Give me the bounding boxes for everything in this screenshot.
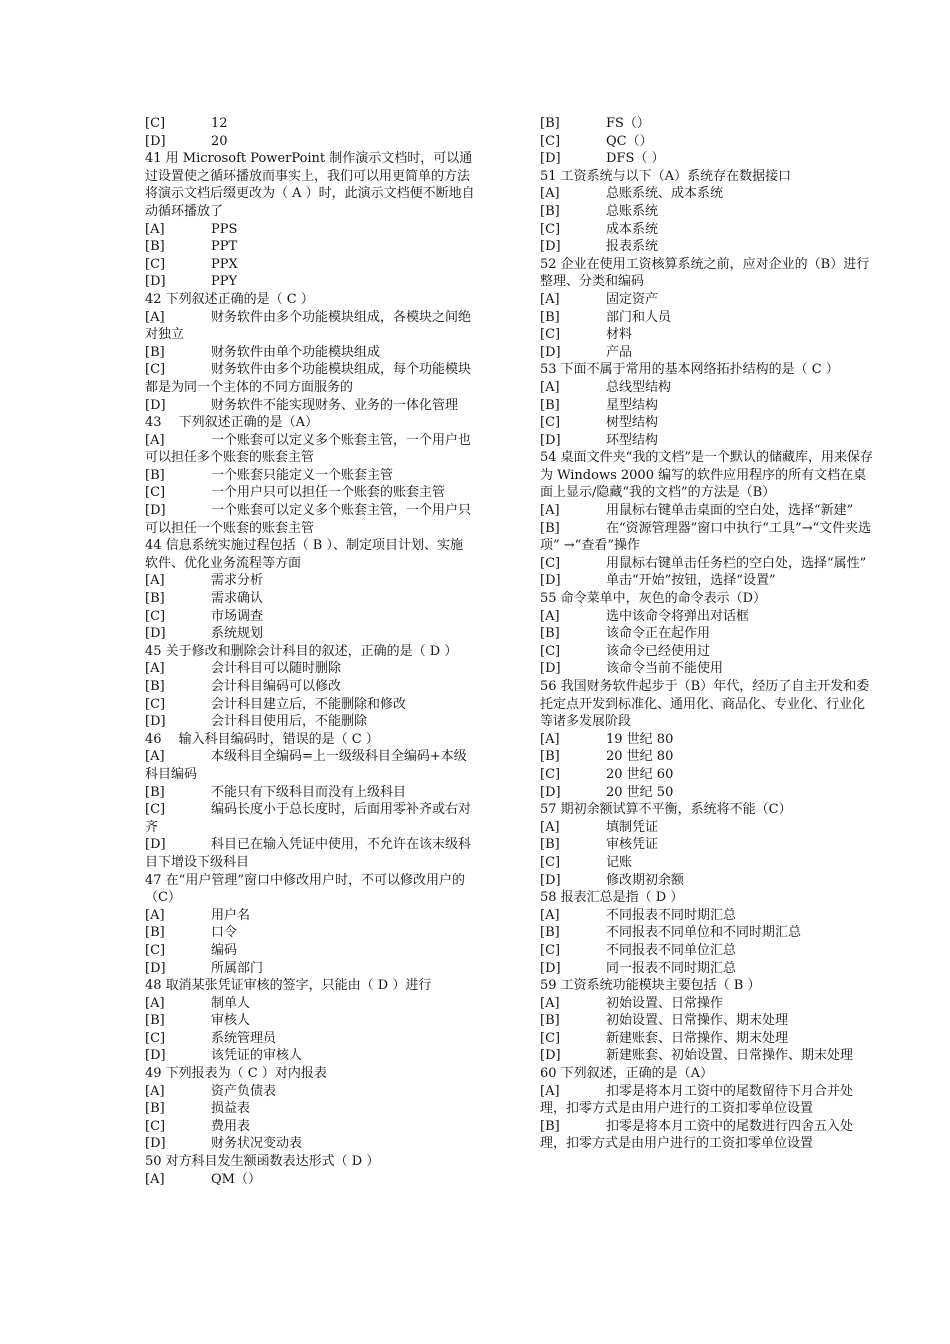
answer-option bbox=[540, 995, 875, 1013]
option-label: [B] bbox=[540, 626, 560, 642]
answer-option bbox=[145, 713, 475, 731]
option-label: [B] bbox=[540, 925, 560, 941]
answer-option bbox=[145, 678, 475, 696]
option-text: 市场调查 bbox=[211, 608, 264, 624]
answer-option bbox=[540, 203, 875, 221]
option-text: 编码长度小于总长度时，后面用零补齐或右对齐 bbox=[145, 802, 472, 835]
answer-option bbox=[145, 484, 475, 502]
option-label: [B] bbox=[540, 203, 560, 219]
option-label: [D] bbox=[145, 960, 166, 976]
answer-option bbox=[145, 361, 475, 396]
answer-option bbox=[145, 273, 475, 291]
question-text: 51 工资系统与以下（A）系统存在数据接口 bbox=[540, 168, 792, 184]
option-label: [D] bbox=[145, 626, 166, 642]
answer-option bbox=[540, 819, 875, 837]
option-label: [C] bbox=[540, 327, 561, 343]
option-text: 该命令已经使用过 bbox=[606, 643, 711, 659]
option-label: [B] bbox=[145, 679, 165, 694]
option-label: [A] bbox=[145, 749, 165, 765]
option-text: 树型结构 bbox=[606, 415, 659, 431]
question-text: 56 我国财务软件起步于（B）年代，经历了自主开发和委托定点开发到标准化、通用化、商品化、专业化、行业化等诸多发展阶段 bbox=[540, 679, 870, 730]
option-label: [A] bbox=[540, 819, 560, 835]
answer-option bbox=[540, 344, 875, 362]
option-text: 扣零是将本月工资中的尾数进行四舍五入处理，扣零方式是由用户进行的工资扣零单位设置 bbox=[540, 1118, 854, 1152]
option-label: [B] bbox=[145, 1101, 165, 1117]
option-text: 该命令正在起作用 bbox=[606, 626, 711, 642]
option-label: [C] bbox=[540, 133, 561, 149]
answer-option bbox=[145, 836, 475, 871]
option-label: [C] bbox=[145, 942, 166, 958]
option-label: [C] bbox=[540, 942, 561, 958]
option-label: [B] bbox=[540, 749, 560, 765]
option-label: [A] bbox=[540, 379, 560, 395]
answer-option bbox=[540, 379, 875, 397]
answer-option bbox=[540, 1047, 875, 1065]
option-label: [C] bbox=[145, 256, 166, 272]
answer-option bbox=[540, 608, 875, 626]
option-text: QM（） bbox=[211, 1171, 261, 1187]
answer-option bbox=[145, 1135, 475, 1153]
option-text: 初始设置、日常操作 bbox=[606, 995, 724, 1011]
option-text: 科目已在输入凭证中使用，不允许在该末级科目下增设下级科目 bbox=[145, 837, 472, 870]
option-text: 不能只有下级科目而没有上级科目 bbox=[211, 784, 407, 800]
option-text: 财务状况变动表 bbox=[211, 1136, 303, 1152]
option-label: [A] bbox=[540, 1083, 560, 1099]
option-label: [A] bbox=[540, 995, 560, 1011]
answer-option bbox=[145, 133, 475, 151]
option-label: [A] bbox=[145, 573, 165, 589]
option-text: 损益表 bbox=[211, 1101, 251, 1117]
option-label: [D] bbox=[145, 837, 166, 853]
option-label: [D] bbox=[540, 661, 561, 677]
answer-option bbox=[540, 766, 875, 784]
option-label: [D] bbox=[540, 239, 561, 255]
answer-option bbox=[540, 150, 875, 168]
right-column bbox=[540, 115, 875, 1153]
answer-option bbox=[540, 1118, 875, 1153]
option-text: 在“资源管理器”窗口中执行“工具”→“文件夹选项” →“查看”操作 bbox=[540, 520, 872, 554]
option-text: 需求确认 bbox=[211, 591, 264, 607]
option-label: [A] bbox=[145, 432, 165, 448]
option-text: PPY bbox=[211, 274, 238, 290]
answer-option bbox=[540, 221, 875, 239]
question-text: 52 企业在使用工资核算系统之前，应对企业的（B）进行整理、分类和编码 bbox=[540, 256, 870, 290]
answer-option bbox=[145, 256, 475, 274]
option-text: 用鼠标右键单击任务栏的空白处，选择“属性” bbox=[606, 555, 867, 571]
question-text: 45 关于修改和删除会计科目的叙述，正确的是（ D ） bbox=[145, 643, 458, 659]
option-text: FS（） bbox=[606, 116, 650, 131]
option-label: [C] bbox=[145, 362, 166, 378]
option-label: [C] bbox=[145, 1030, 166, 1046]
answer-option bbox=[540, 907, 875, 925]
question-text: 44 信息系统实施过程包括（ B ）、制定项目计划、实施软件、优化业务流程等方面 bbox=[145, 538, 463, 571]
answer-option bbox=[540, 660, 875, 678]
answer-option bbox=[540, 784, 875, 802]
question-text: 41 用 Microsoft PowerPoint 制作演示文档时，可以通过设置使之循环播放而事实上，我们可以用更简单的方法将演示文档后缀更改为（ A ）时，此演示文档便不断地自动循环播放了 bbox=[145, 151, 475, 219]
option-text: 扣零是将本月工资中的尾数留待下月合并处理，扣零方式是由用户进行的工资扣零单位设置 bbox=[540, 1083, 854, 1117]
answer-option bbox=[540, 1012, 875, 1030]
question-text: 59 工资系统功能模块主要包括（ B ） bbox=[540, 978, 761, 994]
option-label: [D] bbox=[145, 714, 166, 730]
answer-option bbox=[145, 309, 475, 344]
option-text: 会计科目编码可以修改 bbox=[211, 679, 342, 694]
option-text: 20 世纪 80 bbox=[606, 749, 674, 765]
answer-option bbox=[540, 326, 875, 344]
answer-option bbox=[145, 432, 475, 467]
answer-option bbox=[540, 555, 875, 573]
option-label: [A] bbox=[540, 907, 560, 923]
option-label: [C] bbox=[540, 221, 561, 237]
question-text: 50 对方科目发生额函数表达形式（ D ） bbox=[145, 1154, 380, 1170]
option-label: [C] bbox=[540, 766, 561, 782]
question-text: 55 命令菜单中，灰色的命令表示（D） bbox=[540, 591, 767, 607]
answer-option bbox=[540, 115, 875, 133]
answer-option bbox=[145, 590, 475, 608]
option-label: [C] bbox=[145, 802, 166, 818]
option-label: [A] bbox=[145, 661, 165, 677]
option-text: 审核人 bbox=[211, 1013, 251, 1029]
answer-option bbox=[540, 872, 875, 890]
answer-option bbox=[145, 942, 475, 960]
option-label: [D] bbox=[145, 1048, 166, 1064]
option-text: 固定资产 bbox=[606, 291, 659, 307]
answer-option bbox=[145, 1047, 475, 1065]
answer-option bbox=[145, 784, 475, 802]
answer-option bbox=[540, 625, 875, 643]
option-text: 制单人 bbox=[211, 995, 251, 1011]
answer-option bbox=[145, 1171, 475, 1189]
option-text: 20 世纪 50 bbox=[606, 784, 674, 800]
option-label: [B] bbox=[145, 467, 165, 483]
option-text: 材料 bbox=[606, 327, 633, 343]
option-label: [A] bbox=[145, 309, 165, 325]
option-text: 财务软件由多个功能模块组成，每个功能模块都是为同一个主体的不同方面服务的 bbox=[145, 362, 472, 395]
option-label: [C] bbox=[145, 1118, 166, 1134]
option-label: [C] bbox=[540, 643, 561, 659]
option-label: [B] bbox=[540, 837, 560, 853]
option-label: [D] bbox=[145, 503, 166, 519]
option-text: 用鼠标右键单击桌面的空白处，选择“新建” bbox=[606, 503, 854, 519]
question-text: 48 取消某张凭证审核的签字，只能由（ D ）进行 bbox=[145, 978, 432, 994]
option-text: 需求分析 bbox=[211, 573, 264, 589]
option-text: 一个账套只能定义一个账套主管 bbox=[211, 467, 394, 483]
option-label: [C] bbox=[145, 116, 166, 131]
answer-option bbox=[145, 608, 475, 626]
option-text: 总账系统 bbox=[606, 203, 659, 219]
option-label: [A] bbox=[145, 1083, 165, 1099]
answer-option bbox=[540, 960, 875, 978]
answer-option bbox=[540, 924, 875, 942]
answer-option bbox=[145, 502, 475, 537]
answer-option bbox=[145, 1083, 475, 1101]
answer-option bbox=[145, 1100, 475, 1118]
answer-option bbox=[540, 397, 875, 415]
answer-option bbox=[145, 221, 475, 239]
option-text: 会计科目使用后，不能删除 bbox=[211, 714, 368, 730]
option-label: [A] bbox=[540, 608, 560, 624]
option-text: 星型结构 bbox=[606, 397, 659, 413]
answer-option bbox=[145, 1118, 475, 1136]
option-text: 选中该命令将弹出对话框 bbox=[606, 608, 750, 624]
option-text: 该命令当前不能使用 bbox=[606, 661, 724, 677]
option-text: 环型结构 bbox=[606, 432, 659, 448]
option-text: PPT bbox=[211, 239, 238, 255]
answer-option bbox=[145, 924, 475, 942]
option-label: [D] bbox=[540, 1048, 561, 1064]
option-text: 财务软件由单个功能模块组成 bbox=[211, 344, 381, 360]
option-label: [D] bbox=[145, 397, 166, 413]
option-text: 修改期初余额 bbox=[606, 872, 685, 888]
question-text: 54 桌面文件夹“我的文档”是一个默认的储藏库，用来保存为 Windows 2000 编写的软件应用程序的所有文档在桌面上显示/隐藏“我的文档”的方法是（B） bbox=[540, 450, 873, 501]
option-label: [A] bbox=[145, 221, 165, 237]
answer-option bbox=[540, 836, 875, 854]
question-text: 43 下列叙述正确的是（A） bbox=[145, 415, 319, 431]
answer-option bbox=[540, 133, 875, 151]
option-text: 会计科目可以随时删除 bbox=[211, 661, 342, 677]
option-label: [C] bbox=[540, 1030, 561, 1046]
question-text: 42 下列叙述正确的是（ C ） bbox=[145, 291, 314, 307]
option-label: [A] bbox=[145, 907, 165, 923]
option-label: [C] bbox=[145, 485, 166, 501]
option-text: 系统规划 bbox=[211, 626, 264, 642]
answer-option bbox=[145, 625, 475, 643]
option-text: 本级科目全编码=上一级级科目全编码+本级科目编码 bbox=[145, 749, 467, 782]
option-label: [A] bbox=[540, 291, 560, 307]
answer-option bbox=[540, 502, 875, 520]
question-text: 57 期初余额试算不平衡，系统将不能（C） bbox=[540, 802, 792, 818]
question-text: 53 下面不属于常用的基本网络拓扑结构的是（ C ） bbox=[540, 362, 839, 378]
option-label: [B] bbox=[145, 591, 165, 607]
answer-option bbox=[540, 1083, 875, 1118]
option-label: [A] bbox=[145, 995, 165, 1011]
option-text: 产品 bbox=[606, 344, 633, 360]
answer-option bbox=[540, 748, 875, 766]
option-label: [D] bbox=[540, 573, 561, 589]
option-text: 一个账套可以定义多个账套主管，一个用户也可以担任多个账套的账套主管 bbox=[145, 432, 472, 466]
answer-option bbox=[145, 115, 475, 133]
option-text: 财务软件由多个功能模块组成，各模块之间绝对独立 bbox=[145, 309, 472, 343]
option-text: DFS（ ） bbox=[606, 151, 665, 167]
option-text: 财务软件不能实现财务、业务的一体化管理 bbox=[211, 397, 459, 413]
option-label: [D] bbox=[145, 274, 166, 290]
answer-option bbox=[145, 748, 475, 783]
option-text: 初始设置、日常操作、期末处理 bbox=[606, 1013, 789, 1029]
question-text: 60 下列叙述，正确的是（A） bbox=[540, 1066, 714, 1082]
option-text: 不同报表不同时期汇总 bbox=[606, 907, 737, 923]
option-label: [D] bbox=[540, 872, 561, 888]
option-text: 总账系统、成本系统 bbox=[606, 186, 724, 202]
option-text: PPS bbox=[211, 221, 238, 237]
option-label: [C] bbox=[145, 608, 166, 624]
option-label: [C] bbox=[540, 415, 561, 431]
option-text: 总线型结构 bbox=[606, 379, 672, 395]
answer-option bbox=[145, 344, 475, 362]
option-label: [B] bbox=[540, 520, 560, 536]
option-text: 19 世纪 80 bbox=[606, 731, 674, 747]
option-text: 一个用户只可以担任一个账套的账套主管 bbox=[211, 485, 446, 501]
answer-option bbox=[540, 291, 875, 309]
option-label: [B] bbox=[540, 116, 560, 131]
answer-option bbox=[540, 572, 875, 590]
option-text: 新建账套、初始设置、日常操作、期末处理 bbox=[606, 1048, 854, 1064]
answer-option bbox=[145, 397, 475, 415]
option-label: [D] bbox=[540, 960, 561, 976]
question-text: 46 输入科目编码时，错误的是（ C ） bbox=[145, 731, 379, 747]
option-text: 一个账套可以定义多个账套主管，一个用户只可以担任一个账套的账套主管 bbox=[145, 503, 472, 536]
option-label: [B] bbox=[145, 925, 165, 941]
answer-option bbox=[540, 238, 875, 256]
option-text: 12 bbox=[211, 116, 228, 131]
answer-option bbox=[540, 731, 875, 749]
option-text: 所属部门 bbox=[211, 960, 264, 976]
option-label: [B] bbox=[540, 397, 560, 413]
option-label: [B] bbox=[145, 1013, 165, 1029]
answer-option bbox=[540, 1030, 875, 1048]
option-text: 不同报表不同单位和不同时期汇总 bbox=[606, 925, 802, 941]
option-text: 系统管理员 bbox=[211, 1030, 277, 1046]
option-text: 成本系统 bbox=[606, 221, 659, 237]
option-text: QC（） bbox=[606, 133, 653, 149]
option-label: [B] bbox=[145, 344, 165, 360]
option-text: 部门和人员 bbox=[606, 309, 672, 325]
answer-option bbox=[145, 801, 475, 836]
option-label: [B] bbox=[540, 1118, 560, 1134]
option-label: [B] bbox=[540, 1013, 560, 1029]
option-label: [D] bbox=[540, 151, 561, 167]
option-text: 填制凭证 bbox=[606, 819, 659, 835]
option-text: 费用表 bbox=[211, 1118, 251, 1134]
option-label: [C] bbox=[145, 696, 166, 712]
option-label: [B] bbox=[145, 784, 165, 800]
answer-option bbox=[540, 432, 875, 450]
answer-option bbox=[145, 960, 475, 978]
option-label: [B] bbox=[540, 309, 560, 325]
answer-option bbox=[540, 185, 875, 203]
answer-option bbox=[145, 660, 475, 678]
option-label: [D] bbox=[540, 432, 561, 448]
option-text: PPX bbox=[211, 256, 238, 272]
answer-option bbox=[145, 1030, 475, 1048]
answer-option bbox=[145, 238, 475, 256]
option-label: [D] bbox=[145, 1136, 166, 1152]
option-text: 单击“开始”按钮，选择“设置” bbox=[606, 573, 776, 589]
option-label: [A] bbox=[540, 503, 560, 519]
question-text: 47 在“用户管理”窗口中修改用户时，不可以修改用户的（C） bbox=[145, 872, 465, 906]
option-label: [D] bbox=[145, 133, 166, 149]
option-text: 资产负债表 bbox=[211, 1083, 277, 1099]
option-text: 记账 bbox=[606, 854, 633, 870]
answer-option bbox=[540, 942, 875, 960]
answer-option bbox=[540, 643, 875, 661]
option-label: [C] bbox=[540, 555, 561, 571]
option-text: 编码 bbox=[211, 942, 238, 958]
answer-option bbox=[540, 854, 875, 872]
question-text: 58 报表汇总是指（ D ） bbox=[540, 890, 684, 906]
option-text: 审核凭证 bbox=[606, 837, 659, 853]
option-label: [A] bbox=[145, 1171, 165, 1187]
option-label: [A] bbox=[540, 186, 560, 202]
answer-option bbox=[540, 520, 875, 555]
option-text: 同一报表不同时期汇总 bbox=[606, 960, 737, 976]
option-label: [D] bbox=[540, 784, 561, 800]
option-text: 不同报表不同单位汇总 bbox=[606, 942, 737, 958]
answer-option bbox=[145, 907, 475, 925]
option-label: [D] bbox=[540, 344, 561, 360]
option-text: 20 世纪 60 bbox=[606, 766, 674, 782]
option-text: 新建账套、日常操作、期末处理 bbox=[606, 1030, 789, 1046]
answer-option bbox=[145, 467, 475, 485]
option-text: 报表系统 bbox=[606, 239, 659, 255]
question-text: 49 下列报表为（ C ）对内报表 bbox=[145, 1066, 327, 1082]
answer-option bbox=[145, 572, 475, 590]
answer-option bbox=[540, 309, 875, 327]
option-label: [B] bbox=[145, 239, 165, 255]
option-text: 用户名 bbox=[211, 907, 251, 923]
option-label: [A] bbox=[540, 731, 560, 747]
option-text: 会计科目建立后，不能删除和修改 bbox=[211, 696, 407, 712]
option-label: [C] bbox=[540, 854, 561, 870]
option-text: 20 bbox=[211, 133, 228, 149]
answer-option bbox=[540, 414, 875, 432]
left-column bbox=[145, 115, 475, 1188]
option-text: 该凭证的审核人 bbox=[211, 1048, 303, 1064]
answer-option bbox=[145, 1012, 475, 1030]
option-text: 口令 bbox=[211, 925, 238, 941]
answer-option bbox=[145, 995, 475, 1013]
answer-option bbox=[145, 696, 475, 714]
